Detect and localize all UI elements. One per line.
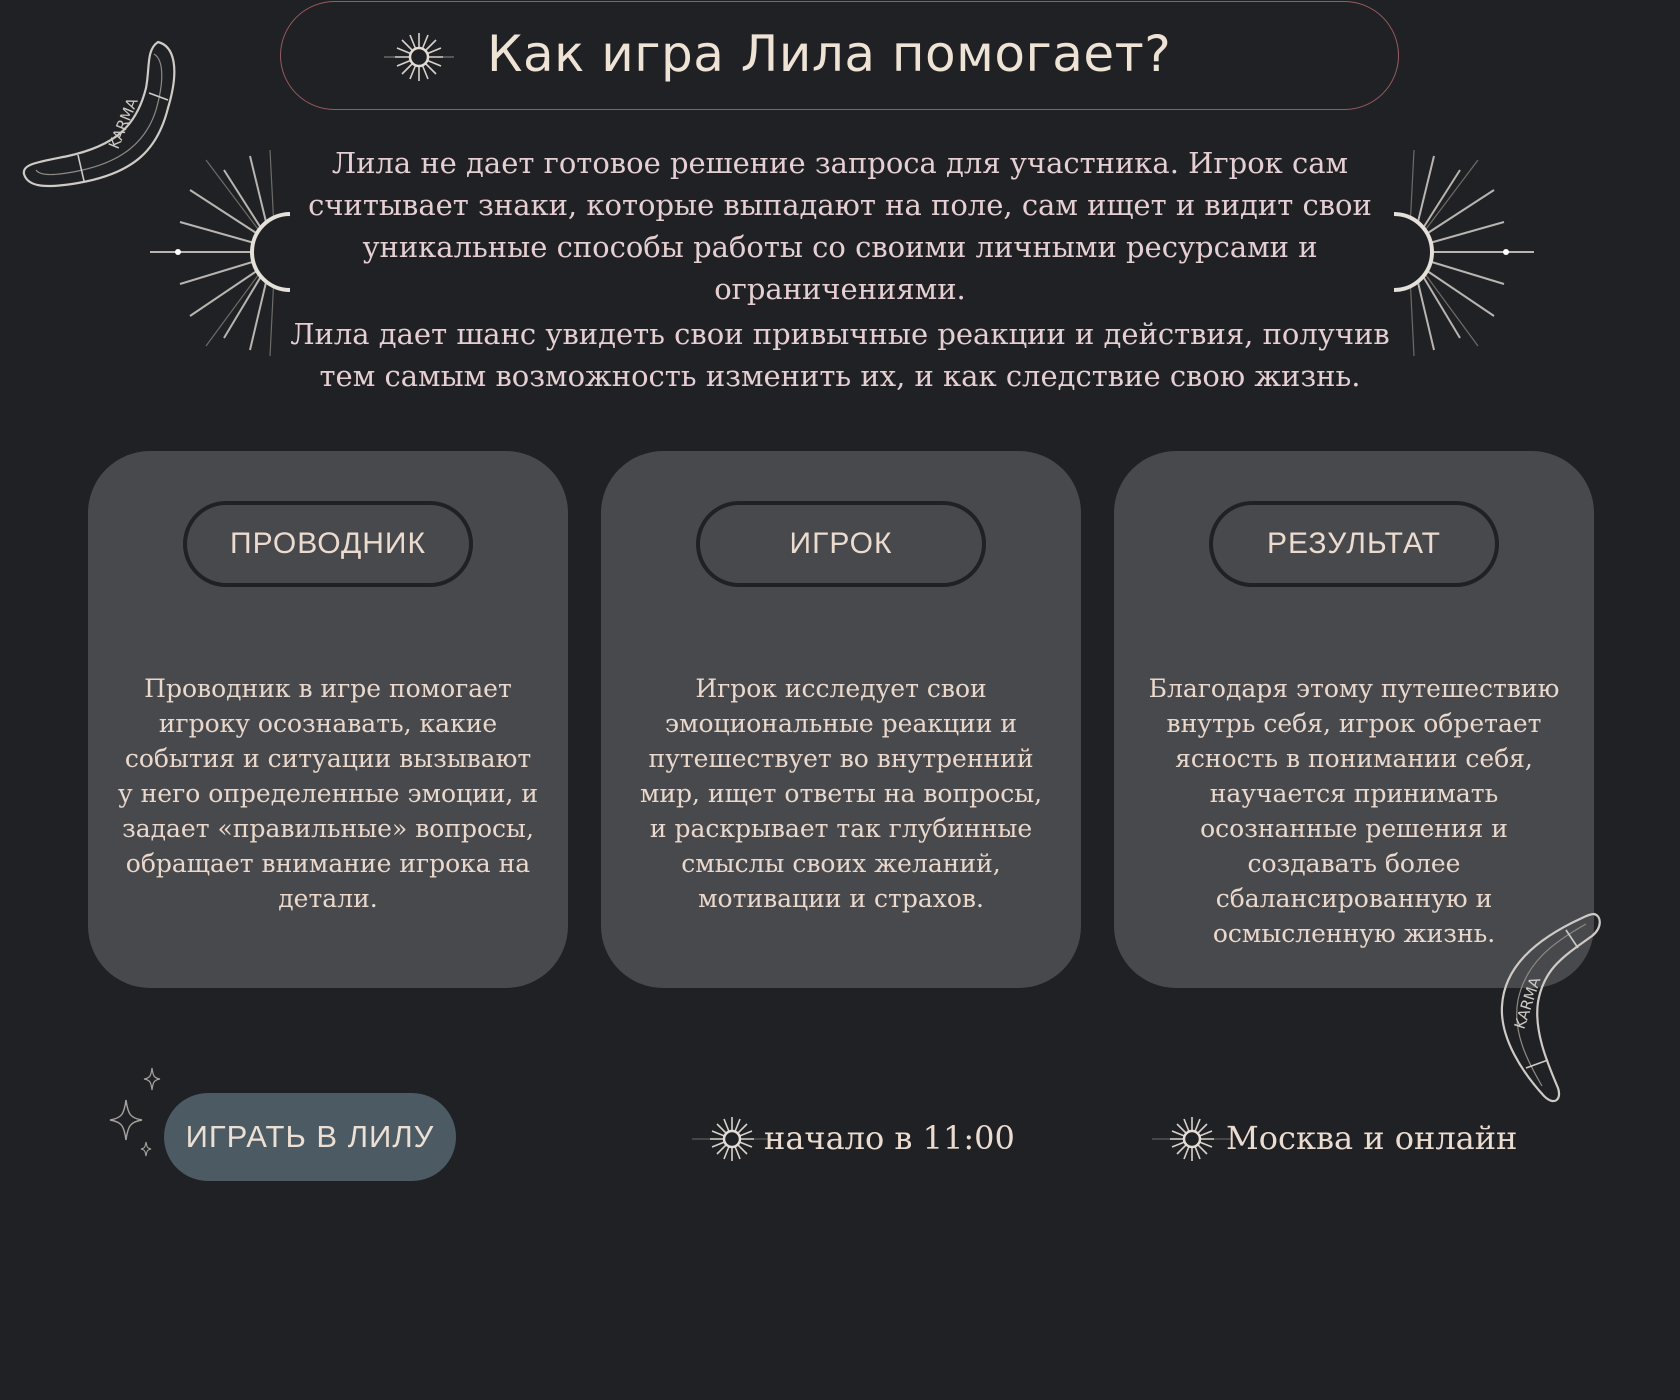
card-result-text: Благодаря этому путешествию внутрь себя, игрок обретает ясность в понимании себя, научается принимать осознанные решения и создавать более сбалансированную и осмысленную жизнь.	[1148, 674, 1560, 948]
sun-icon	[384, 22, 454, 92]
boomerang-icon	[1474, 910, 1604, 1105]
card-result	[1114, 451, 1594, 988]
card-guide	[88, 451, 568, 988]
play-lila-button[interactable]: ИГРАТЬ В ЛИЛУ	[164, 1093, 456, 1181]
intro-paragraph-1: Лила не дает готовое решение запроса для участника. Игрок сам считывает знаки, которые выпадают на поле, сам ищет и видит свои уникальные способы работы со своими личными ресурсами и ограничениями.	[308, 146, 1372, 306]
start-time: начало в 11:00	[764, 1119, 1015, 1157]
boomerang-label: KARMA	[105, 95, 142, 152]
card-player	[601, 451, 1081, 988]
page-title: Как игра Лила помогает?	[487, 25, 1172, 83]
sun-icon	[692, 1114, 772, 1164]
card-guide-text: Проводник в игре помогает игроку осознавать, какие события и ситуации вызывают у него определенные эмоции, и задает «правильные» вопросы, обращает внимание игрока на детали.	[117, 674, 538, 913]
card-guide-label: ПРОВОДНИК	[183, 501, 473, 587]
sparkle-icon	[106, 1066, 166, 1156]
boomerang-label: KARMA	[1510, 974, 1545, 1032]
half-sun-icon	[150, 150, 290, 360]
location: Москва и онлайн	[1226, 1119, 1518, 1157]
half-sun-icon	[1394, 150, 1534, 360]
sun-icon	[1152, 1114, 1232, 1164]
card-player-text: Игрок исследует свои эмоциональные реакции и путешествует во внутренний мир, ищет ответы на вопросы, и раскрывает так глубинные смыслы своих желаний, мотивации и страхов.	[639, 674, 1043, 913]
card-result-label: РЕЗУЛЬТАТ	[1209, 501, 1499, 587]
card-player-label: ИГРОК	[696, 501, 986, 587]
intro-paragraph-2: Лила дает шанс увидеть свои привычные реакции и действия, получив тем самым возможность изменить их, и как следствие свою жизнь.	[290, 317, 1390, 393]
